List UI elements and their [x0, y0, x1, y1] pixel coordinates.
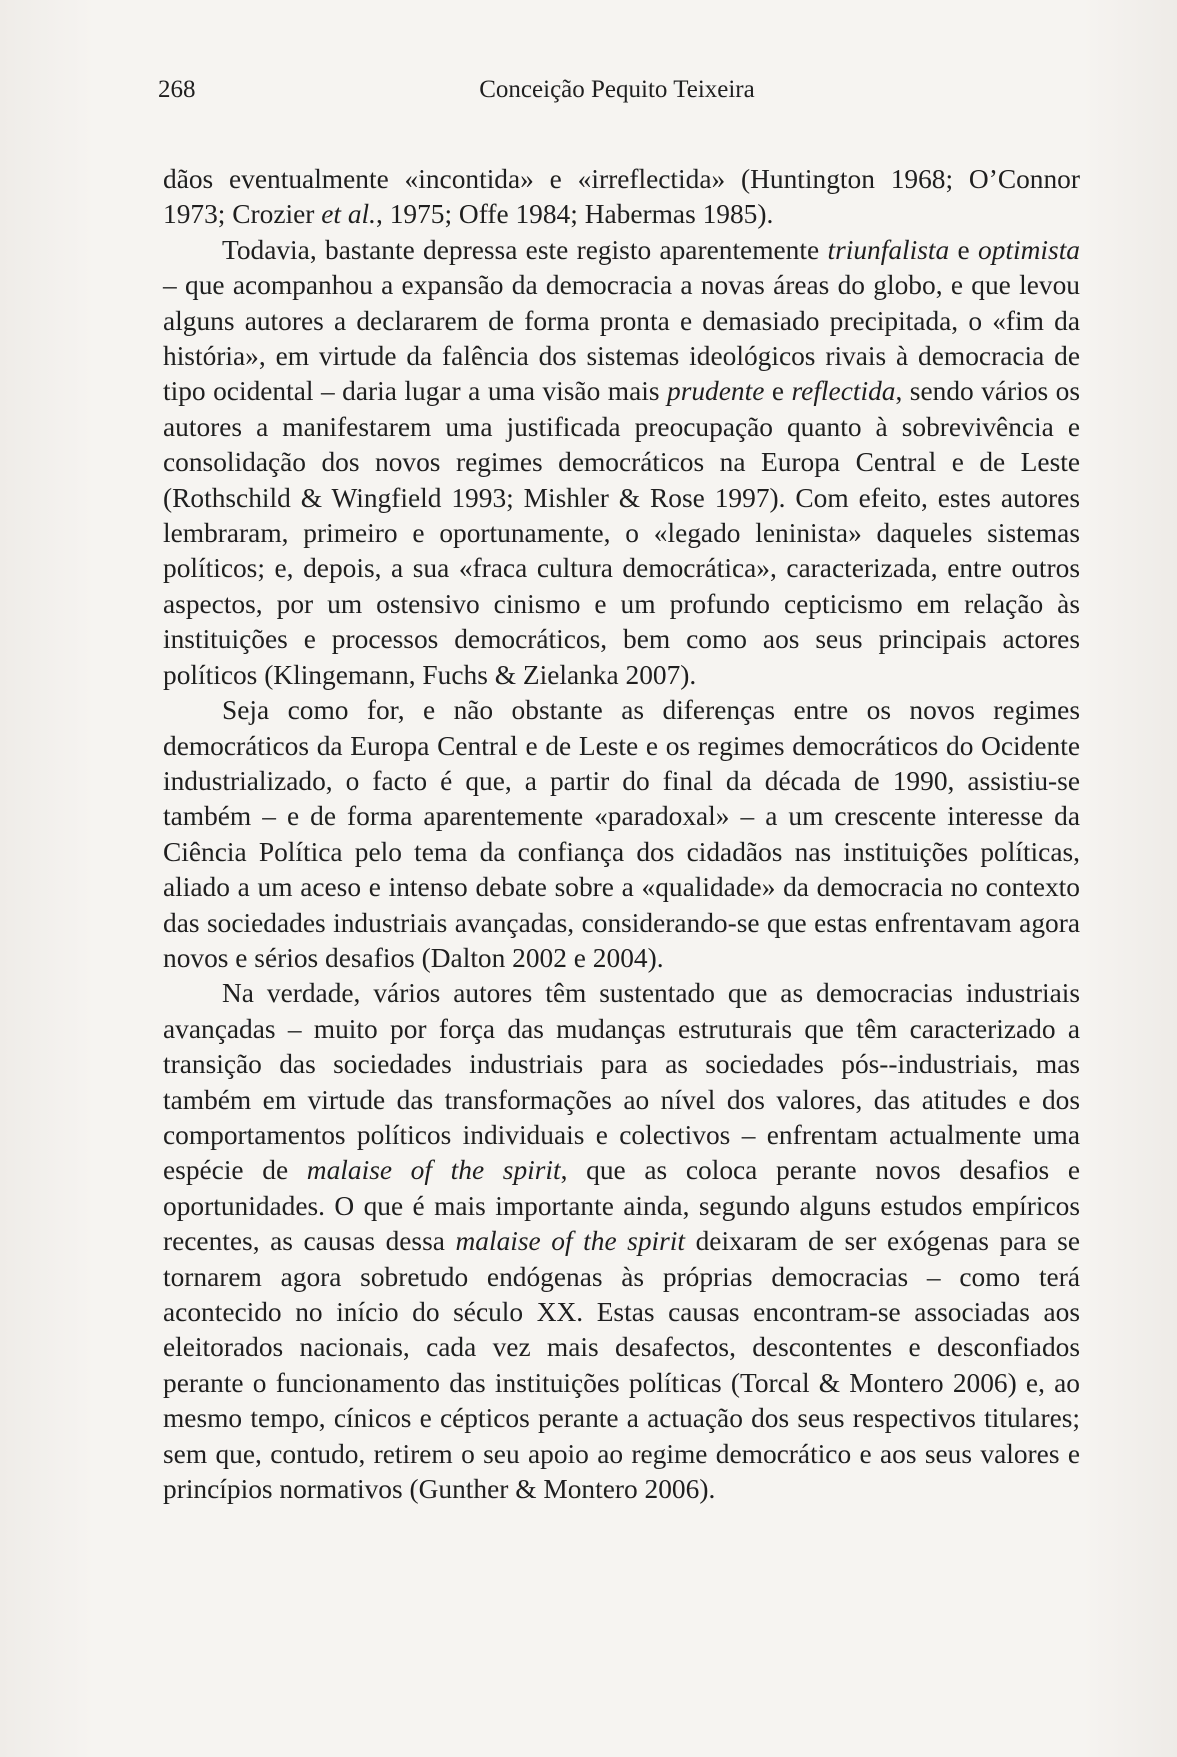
paragraph — [163, 693, 1080, 976]
italic-text: malaise of the spirit — [455, 1226, 686, 1257]
text-run: , sendo vários os autores a manifestarem uma justificada preocupação quanto à sobrevivência e consolidação dos novos regimes democráticos na Europa Central e de Leste (Rothschild & Wingfield 1993; Mishler & Rose 1997). Com efeito, estes autores lembraram, primeiro e oportunamente, o «legado leninista» daqueles sistemas políticos; e, depois, a sua «fraca cultura democrática», caracterizada, entre outros aspectos, por um ostensivo cinismo e um profundo cepticismo em relação às instituições e processos democráticos, bem como aos seus principais actores políticos (Klingemann, Fuchs & Zielanka 2007). — [163, 376, 1080, 690]
italic-text: malaise of the spirit — [306, 1155, 561, 1186]
text-run: dãos eventualmente «incontida» e «irreflectida» (Huntington 1968; O’Connor 1973; Crozier — [163, 164, 1080, 230]
paragraph — [163, 233, 1080, 693]
paragraph — [163, 162, 1080, 233]
text-run: , 1975; Offe 1984; Habermas 1985). — [376, 199, 774, 230]
italic-text: prudente — [667, 376, 765, 407]
running-head — [158, 70, 1076, 110]
text-run: Todavia, bastante depressa este registo aparentemente — [222, 234, 828, 265]
text-run: e — [764, 376, 792, 407]
body-text — [163, 162, 1080, 1507]
text-run: e — [949, 234, 979, 265]
italic-text: triunfalista — [827, 234, 950, 265]
paragraph — [163, 976, 1080, 1507]
running-title: Conceição Pequito Teixeira — [479, 76, 755, 103]
page-number: 268 — [158, 76, 196, 103]
italic-text: reflectida — [791, 376, 896, 407]
text-run: , que as coloca perante novos desafios e oportunidades. O que é mais importante ainda, segundo alguns estudos empíricos recentes, as causas dessa — [163, 1155, 1080, 1257]
italic-text: et al. — [321, 199, 376, 230]
italic-text: optimista — [978, 234, 1080, 265]
text-run: deixaram de ser exógenas para se tornarem agora sobretudo endógenas às próprias democracias – como terá acontecido no início do século XX. Estas causas encontram-se associadas aos eleitorados nacionais, cada vez mais desafectos, descontentes e desconfiados perante o funcionamento das instituições políticas (Torcal & Montero 2006) e, ao mesmo tempo, cínicos e cépticos perante a actuação dos seus respectivos titulares; sem que, contudo, retirem o seu apoio ao regime democrático e aos seus valores e princípios normativos (Gunther & Montero 2006). — [163, 1226, 1080, 1505]
text-run: – que acompanhou a expansão da democracia a novas áreas do globo, e que levou alguns autores a declararem de forma pronta e demasiado precipitada, o «fim da história», em virtude da falência dos sistemas ideológicos rivais à democracia de tipo ocidental – daria lugar a uma visão mais — [163, 270, 1080, 407]
text-run: Na verdade, vários autores têm sustentado que as democracias industriais avançadas – muito por força das mudanças estruturais que têm caracterizado a transição das sociedades industriais para as sociedades pós‑-industriais, mas também em virtude das transformações ao nível dos valores, das atitudes e dos comportamentos políticos individuais e colectivos – enfrentam actualmente uma espécie de — [163, 978, 1080, 1186]
text-run: Seja como for, e não obstante as diferenças entre os novos regimes democráticos da Europa Central e de Leste e os regimes democráticos do Ocidente industrializado, o facto é que, a partir do final da década de 1990, assistiu-se também – e de forma aparentemente «paradoxal» – a um crescente interesse da Ciência Política pelo tema da confiança dos cidadãos nas instituições políticas, aliado a um aceso e intenso debate sobre a «qualidade» da democracia no contexto das sociedades industriais avançadas, considerando-se que estas enfrentavam agora novos e sérios desafios (Dalton 2002 e 2004). — [163, 695, 1080, 973]
